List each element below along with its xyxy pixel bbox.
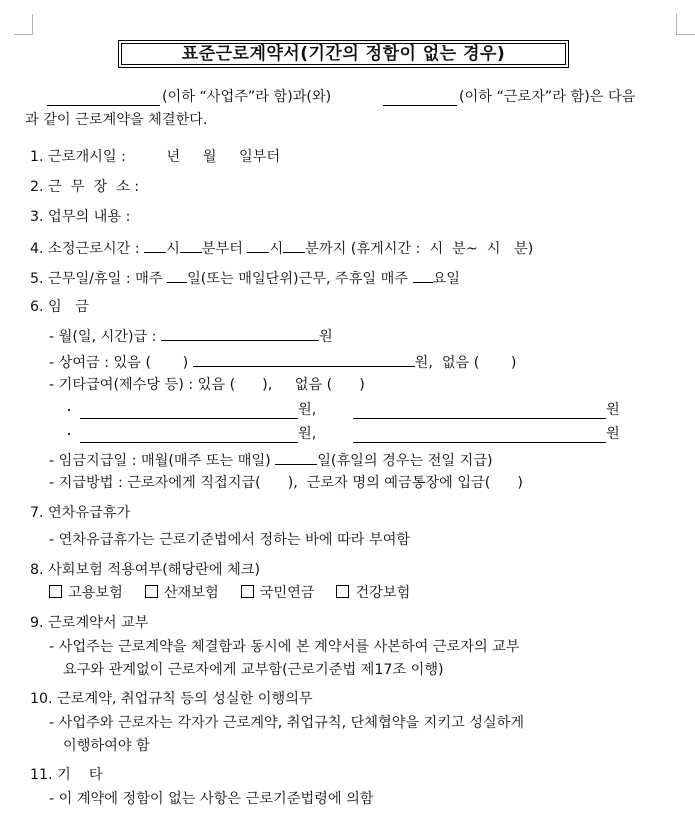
delivery-text-1: - 사업주는 근로계약을 체결함과 동시에 본 계약서를 사본하여 근로자의 교부 — [49, 639, 520, 655]
end-hour-blank[interactable] — [247, 238, 269, 253]
delivery-text-2: 요구와 관계없이 근로자에게 교부함(근로기준법 제17조 이행) — [63, 662, 444, 678]
employment-insurance-checkbox[interactable] — [49, 585, 62, 598]
crop-mark-top-left — [14, 14, 33, 35]
employer-name-blank[interactable] — [47, 105, 160, 106]
workdays-mid: 일(또는 매일단위)근무, 주휴일 매주 — [187, 271, 413, 287]
other-pay-blank-2[interactable] — [353, 418, 606, 419]
weekly-days-blank[interactable] — [167, 268, 187, 283]
weekday-unit: 요일 — [432, 271, 460, 287]
insurance-options — [49, 584, 410, 602]
other-pay-won-2: 원 — [606, 402, 620, 418]
workdays-label: 5. 근무일/휴일 : 매주 — [30, 271, 168, 287]
hour-unit-2: 시 — [269, 241, 284, 257]
bonus-none-label: 원, 없음 ( ) — [414, 355, 517, 371]
bonus-label: - 상여금 : 있음 ( ) — [49, 355, 193, 371]
health-insurance-label: 건강보험 — [355, 585, 411, 601]
item-social-insurance: 8. 사회보험 적용여부(해당란에 체크) — [30, 562, 261, 578]
other-pay-won-3: 원, — [298, 426, 317, 442]
obligation-text-2: 이행하여야 함 — [63, 738, 150, 754]
bonus-row — [49, 352, 516, 372]
payday-label: - 임금지급일 : 매월(매주 또는 매일) — [49, 453, 276, 469]
item-workplace: 2. 근 무 장 소 : — [30, 179, 140, 195]
item-wages: 6. 임 금 — [30, 299, 89, 315]
payday-note: 일(휴일의 경우는 전일 지급) — [317, 453, 493, 469]
other-pay-won-1: 원, — [298, 402, 317, 418]
intro-line2: 과 같이 근로계약을 체결한다. — [25, 112, 208, 128]
wage-amount-blank[interactable] — [161, 326, 319, 341]
obligation-text-1: - 사업주와 근로자는 각자가 근로계약, 취업규칙, 단체협약을 지키고 성실하게 — [49, 715, 525, 731]
start-minute-blank[interactable] — [180, 238, 202, 253]
employee-name-blank[interactable] — [383, 105, 457, 106]
break-time-label: 분까지 (휴게시간 : 시 분~ 시 분) — [305, 241, 534, 257]
intro-part1: (이하 “사업주”라 함)과(와) — [162, 89, 332, 105]
item-other: 11. 기 타 — [30, 767, 103, 783]
other-pay-blank-3[interactable] — [80, 442, 298, 443]
item-work-hours — [30, 238, 533, 258]
item-obligation: 10. 근로계약, 취업규칙 등의 성실한 이행의무 — [30, 691, 313, 707]
other-pay-row: - 기타급여(제수당 등) : 있음 ( ), 없음 ( ) — [49, 377, 365, 393]
won-unit: 원 — [319, 329, 333, 345]
item-workdays — [30, 268, 460, 288]
wage-label: - 월(일, 시간)급 : — [49, 329, 162, 345]
other-pay-blank-1[interactable] — [80, 418, 298, 419]
health-insurance-checkbox[interactable] — [336, 585, 349, 598]
wage-row — [49, 326, 333, 346]
document-title: 표준근로계약서(기간의 정함이 없는 경우) — [181, 44, 506, 64]
bonus-amount-blank[interactable] — [193, 352, 415, 367]
national-pension-label: 국민연금 — [259, 585, 315, 601]
bullet-dot — [68, 433, 70, 435]
other-pay-won-4: 원 — [606, 426, 620, 442]
payday-row — [49, 450, 493, 470]
hour-unit: 시 — [166, 241, 180, 257]
other-text: - 이 계약에 정함이 없는 사항은 근로기준법령에 의함 — [49, 791, 374, 807]
end-minute-blank[interactable] — [283, 238, 305, 253]
payment-method-row: - 지급방법 : 근로자에게 직접지급( ), 근로자 명의 예금통장에 입금( ) — [49, 475, 523, 491]
industrial-accident-label: 산재보험 — [163, 585, 219, 601]
weekly-holiday-blank[interactable] — [413, 268, 433, 283]
item-contract-delivery: 9. 근로계약서 교부 — [30, 615, 149, 631]
other-pay-blank-4[interactable] — [353, 442, 606, 443]
item-start-date: 1. 근로개시일 : 년 월 일부터 — [30, 149, 281, 165]
item-annual-leave: 7. 연차유급휴가 — [30, 505, 131, 521]
payday-blank[interactable] — [275, 450, 317, 465]
from-label: 분부터 — [201, 241, 248, 257]
employment-insurance-label: 고용보험 — [68, 585, 123, 601]
intro-part2: (이하 “근로자”라 함)은 다음 — [459, 89, 636, 105]
work-hours-label: 4. 소정근로시간 : — [30, 241, 145, 257]
bullet-dot — [68, 409, 70, 411]
annual-leave-text: - 연차유급휴가는 근로기준법에서 정하는 바에 따라 부여함 — [49, 532, 411, 548]
item-job-content: 3. 업무의 내용 : — [30, 209, 131, 225]
start-hour-blank[interactable] — [144, 238, 166, 253]
national-pension-checkbox[interactable] — [241, 585, 254, 598]
industrial-accident-checkbox[interactable] — [145, 585, 158, 598]
crop-mark-top-right — [676, 14, 695, 35]
